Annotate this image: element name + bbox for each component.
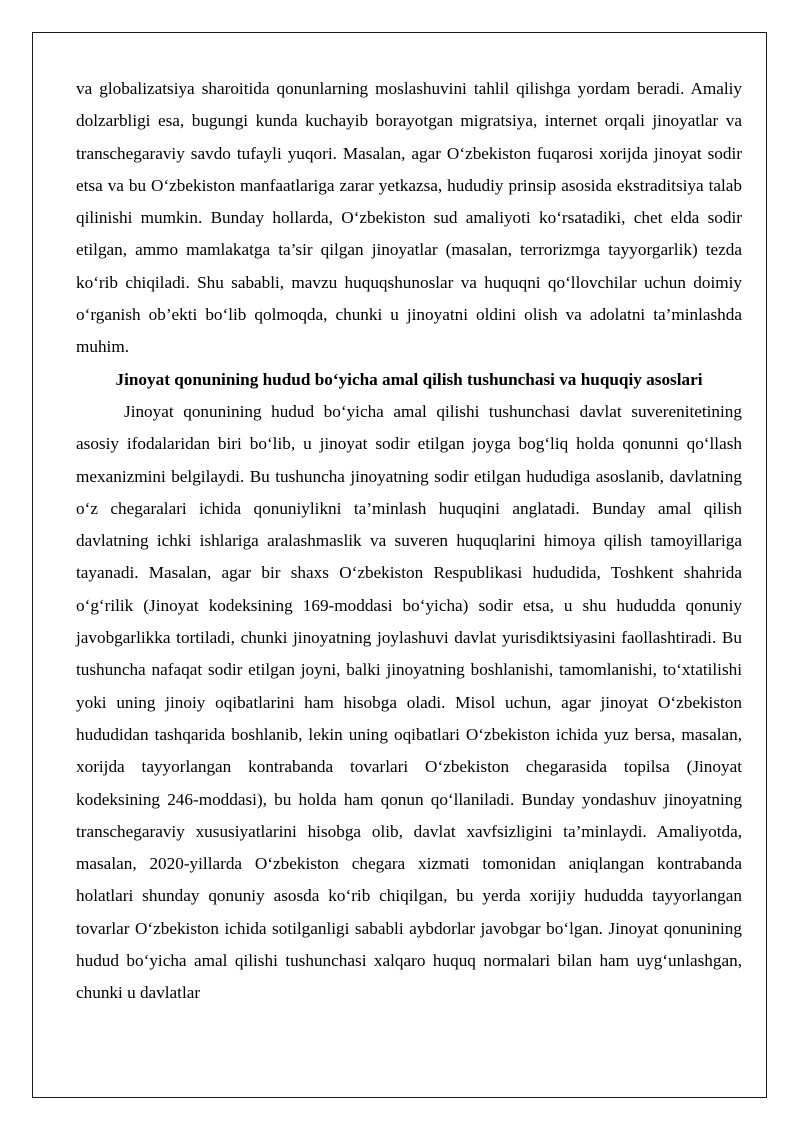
section-heading: Jinoyat qonunining hudud bo‘yicha amal qilish tushunchasi va huquqiy asoslari xyxy=(115,369,703,389)
body-paragraph: Jinoyat qonunining hudud bo‘yicha amal qilishi tushunchasi davlat suverenitetining asosiy ifodalaridan biri bo‘lib, u jinoyat sodir etilgan joyga bog‘liq holda qonunni qo‘llash mexanizmini belgilaydi. Bu tushuncha jinoyatning sodir etilgan hududiga asoslanib, davlatning o‘z chegaralari ichida qonuniylikni ta’minlash huquqini anglatadi. Bunday amal qilish davlatning ichki ishlariga aralashmaslik va suveren huquqlarini himoya qilish tamoyillariga tayanadi. Masalan, agar bir shaxs O‘zbekiston Respublikasi hududida, Toshkent shahrida o‘g‘rilik (Jinoyat kodeksining 169-moddasi bo‘yicha) sodir etsa, u shu hududda qonuniy javobgarlikka tortiladi, chunki jinoyatning joylashuvi davlat yurisdiktsiyasini faollashtiradi. Bu tushuncha nafaqat sodir etilgan joyni, balki jinoyatning boshlanishi, tamomlanishi, to‘xtatilishi yoki uning jinoiy oqibatlarini ham hisobga oladi. Misol uchun, agar jinoyat O‘zbekiston hududidan tashqarida boshlanib, lekin uning oqibatlari O‘zbekiston ichida yuz bersa, masalan, xorijda tayyorlangan kontrabanda tovarlari O‘zbekiston chegarasida topilsa (Jinoyat kodeksining 246-moddasi), bu holda ham qonun qo‘llaniladi. Bunday yondashuv jinoyatning transchegaraviy xususiyatlarini hisobga olib, davlat xavfsizligini ta’minlaydi. Amaliyotda, masalan, 2020-yillarda O‘zbekiston chegara xizmati tomonidan aniqlangan kontrabanda holatlari shunday qonuniy asosda ko‘rib chiqilgan, bu yerda xorijiy hududda tayyorlangan tovarlar O‘zbekiston ichida sotilganligi sababli aybdorlar javobgar bo‘lgan. Jinoyat qonunining hudud bo‘yicha amal qilishi tushunchasi xalqaro huquq normalari bilan ham uyg‘unlashgan, chunki u davlatlar xyxy=(76,401,742,1003)
body-paragraph: va globalizatsiya sharoitida qonunlarning moslashuvini tahlil qilishga yordam beradi. Amaliy dolzarbligi esa, bugungi kunda kuchayib borayotgan migratsiya, internet orqali jinoyatlar va transchegaraviy savdo tufayli yuqori. Masalan, agar O‘zbekiston fuqarosi xorijda jinoyat sodir etsa va bu O‘zbekiston manfaatlariga zarar yetkazsa, hududiy prinsip asosida ekstraditsiya talab qilinishi mumkin. Bunday hollarda, O‘zbekiston sud amaliyoti ko‘rsatadiki, chet elda sodir etilgan, ammo mamlakatga ta’sir qilgan jinoyatlar (masalan, terrorizmga tayyorgarlik) tezda ko‘rib chiqiladi. Shu sababli, mavzu huquqshunoslar va huquqni qo‘llovchilar uchun doimiy o‘rganish ob’ekti bo‘lib qolmoqda, chunki u jinoyatni oldini olish va adolatni ta’minlashda muhim. xyxy=(76,79,742,357)
document-body xyxy=(76,73,742,1010)
